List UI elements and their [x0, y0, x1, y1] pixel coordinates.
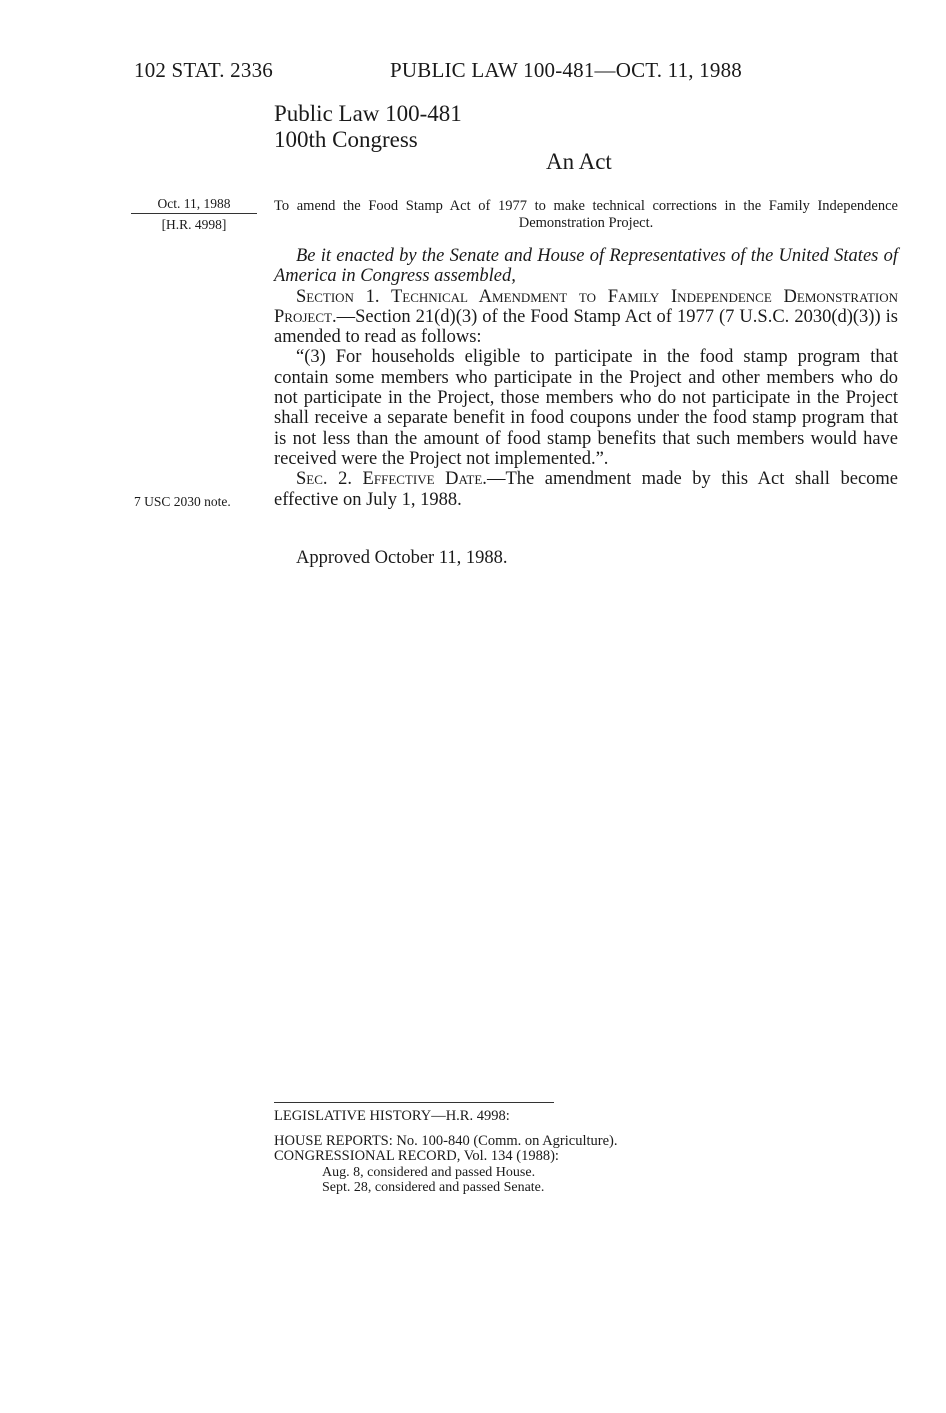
act-body	[274, 246, 898, 510]
section-2-heading: Sec. 2. Effective Date.	[296, 469, 487, 490]
margin-date: Oct. 11, 1988	[131, 196, 257, 214]
congressional-record: CONGRESSIONAL RECORD, Vol. 134 (1988):	[274, 1148, 559, 1164]
congress-number: 100th Congress	[274, 127, 418, 152]
section-2	[274, 469, 898, 510]
public-law-number: Public Law 100-481	[274, 101, 462, 126]
law-title-block	[274, 101, 462, 153]
act-heading: An Act	[546, 149, 612, 174]
history-action-house: Aug. 8, considered and passed House.	[322, 1164, 536, 1180]
margin-bill-number: [H.R. 4998]	[161, 217, 227, 232]
house-reports: HOUSE REPORTS: No. 100-840 (Comm. on Agriculture).	[274, 1132, 618, 1149]
enacting-clause: Be it enacted by the Senate and House of Representatives of the United States of America in Congress assembled,	[274, 246, 898, 287]
legislative-history-heading: LEGISLATIVE HISTORY—H.R. 4998:	[274, 1108, 510, 1124]
running-head-title: PUBLIC LAW 100-481—OCT. 11, 1988	[390, 58, 742, 82]
margin-usc-note: 7 USC 2030 note.	[134, 494, 231, 509]
approved-date: Approved October 11, 1988.	[296, 548, 508, 568]
section-1	[274, 287, 898, 348]
history-action-senate: Sept. 28, considered and passed Senate.	[322, 1180, 545, 1195]
footnote-rule	[274, 1102, 554, 1103]
section-2-text: —The amendment made by this Act shall become effective on July 1, 1988.	[274, 469, 899, 510]
section-1-text: —Section 21(d)(3) of the Food Stamp Act of 1977 (7 U.S.C. 2030(d)(3)) is amended to read as follows:	[274, 306, 898, 348]
purpose-clause: To amend the Food Stamp Act of 1977 to make technical corrections in the Family Independence Demonstration Project.	[274, 198, 898, 231]
section-1-heading: Section 1. Technical Amendment to Family Independence Demonstration Project.	[274, 286, 898, 327]
stat-page-number: 102 STAT. 2336	[134, 58, 273, 82]
legislative-history	[274, 1102, 774, 1196]
section-1-quoted-text: “(3) For households eligible to participate in the food stamp program that contain some members who participate in the Project and other members who do not participate in the Project, those members who do not participate in the Project shall receive a separate benefit in food coupons under the food stamp program that is not less than the amount of food stamp benefits that such members would have received were the Project not implemented.”.	[274, 347, 898, 469]
